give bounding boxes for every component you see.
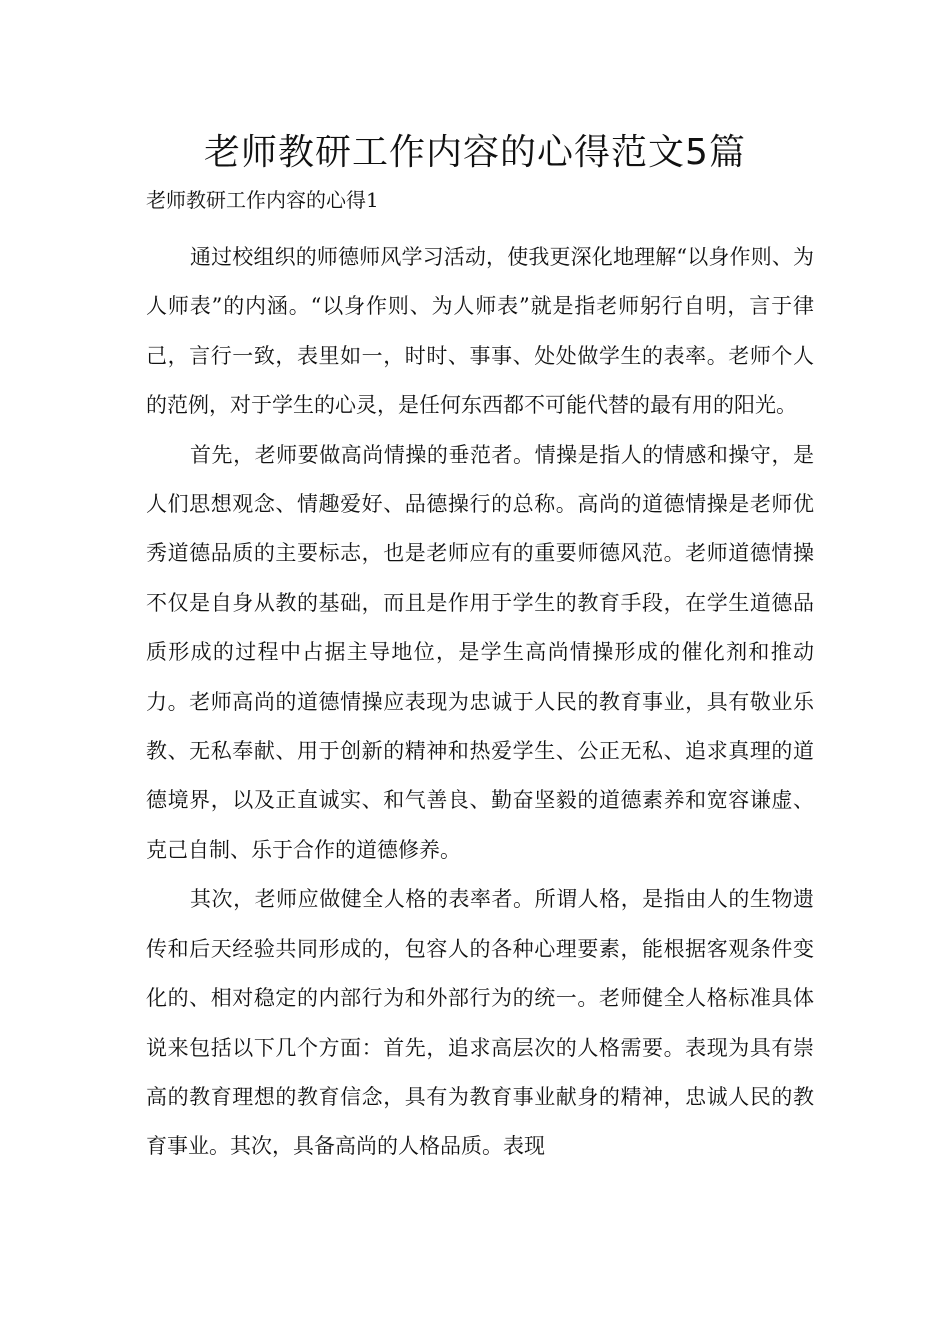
paragraph-1: 通过校组织的师德师风学习活动，使我更深化地理解“以身作则、为人师表”的内涵。“以身作则、为人师表”就是指老师躬行自明，言于律己，言行一致，表里如一，时时、事事、处处做学生的表率。老师个人的范例，对于学生的心灵，是任何东西都不可能代替的最有用的阳光。 bbox=[146, 245, 814, 418]
paragraph-2: 首先，老师要做高尚情操的垂范者。情操是指人的情感和操守，是人们思想观念、情趣爱好、品德操行的总称。高尚的道德情操是老师优秀道德品质的主要标志，也是老师应有的重要师德风范。老师道德情操不仅是自身从教的基础，而且是作用于学生的教育手段，在学生道德品质形成的过程中占据主导地位，是学生高尚情操形成的催化剂和推动力。老师高尚的道德情操应表现为忠诚于人民的教育事业，具有敬业乐教、无私奉献、用于创新的精神和热爱学生、公正无私、追求真理的道德境界，以及正直诚实、和气善良、勤奋坚毅的道德素养和宽容谦虚、克己自制、乐于合作的道德修养。 bbox=[146, 442, 814, 862]
section-heading: 老师教研工作内容的心得1 bbox=[146, 188, 379, 212]
paragraph-3: 其次，老师应做健全人格的表率者。所谓人格，是指由人的生物遗传和后天经验共同形成的，包容人的各种心理要素，能根据客观条件变化的、相对稳定的内部行为和外部行为的统一。老师健全人格标准具体说来包括以下几个方面：首先，追求高层次的人格需要。表现为具有崇高的教育理想的教育信念，具有为教育事业献身的精神，忠诚人民的教育事业。其次，具备高尚的人格品质。表现 bbox=[146, 887, 814, 1159]
document-body bbox=[146, 233, 814, 1172]
document-title: 老师教研工作内容的心得范文5篇 bbox=[204, 132, 746, 173]
